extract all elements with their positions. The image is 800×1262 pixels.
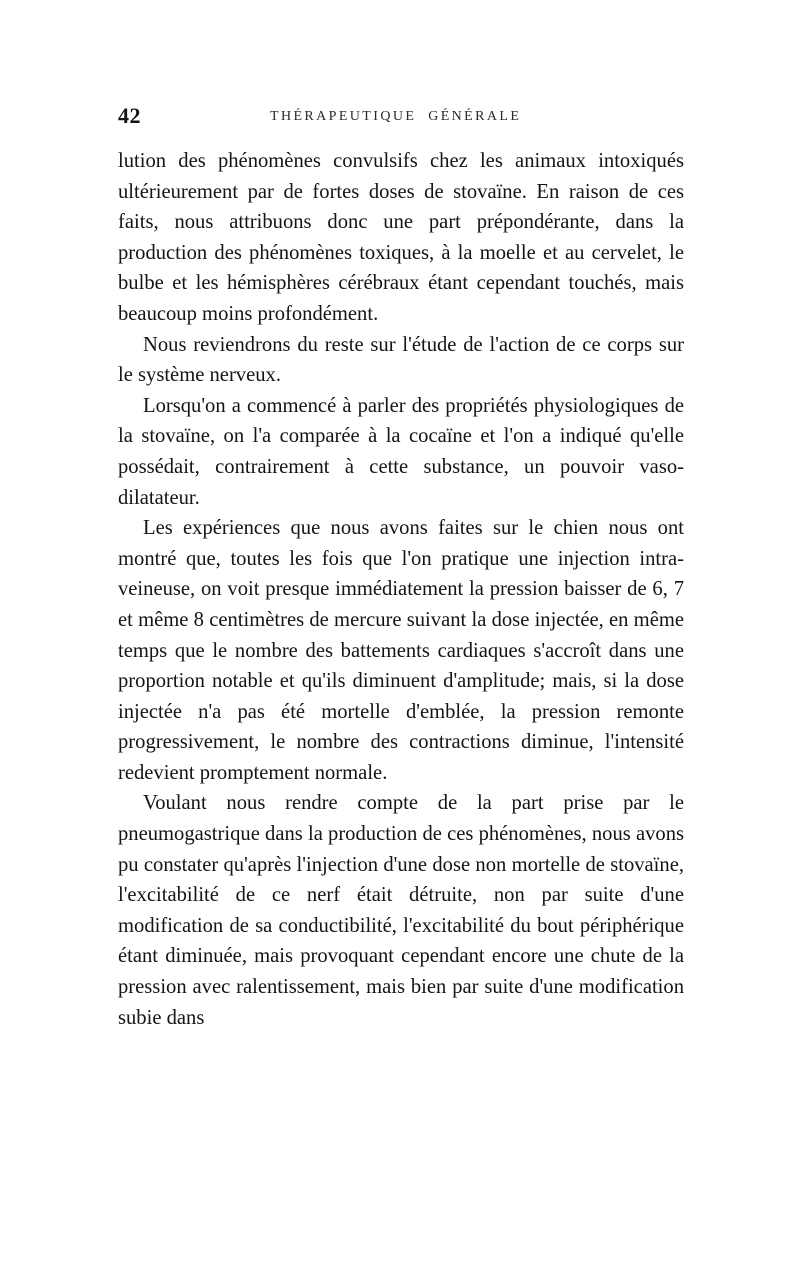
paragraph-continuation: lution des phénomènes convulsifs chez les animaux intoxiqués ultérieurement par de fortes doses de stovaïne. En raison de ces faits, nous attribuons donc une part prépondérante, dans la production des phénomènes toxiques, à la moelle et au cervelet, le bulbe et les hémisphères cérébraux étant cependant touchés, mais beaucoup moins profondément. (118, 150, 684, 325)
paragraph-experiments: Les expériences que nous avons faites sur le chien nous ont montré que, toutes les fois que l'on pratique une injection intra-veineuse, on voit presque immédiatement la pression baisser de 6, 7 et même 8 centimètres de mercure suivant la dose injectée, en même temps que le nombre des battements cardiaques s'accroît dans une proportion notable et qu'ils diminuent d'amplitude; mais, si la dose injectée n'a pas été mortelle d'emblée, la pression remonte progressivement, le nombre des contractions diminue, l'intensité redevient promptement normale. (118, 517, 684, 784)
page-header (118, 103, 684, 133)
paragraph-nervous-system: Nous reviendrons du reste sur l'étude de l'action de ce corps sur le système nerveux. (118, 333, 684, 387)
page-number: 42 (118, 103, 141, 128)
body-text (118, 146, 684, 1033)
running-title: THÉRAPEUTIQUE GÉNÉRALE (270, 109, 522, 124)
paragraph-vasodilator: Lorsqu'on a commencé à parler des propriétés physiologiques de la stovaïne, on l'a comparée à la cocaïne et l'on a indiqué qu'elle possédait, contrairement à cette substance, un pouvoir vaso-dilatateur. (118, 394, 684, 509)
paragraph-pneumogastric: Voulant nous rendre compte de la part prise par le pneumogastrique dans la production de ces phénomènes, nous avons pu constater qu'après l'injection d'une dose non mortelle de stovaïne, l'excitabilité de ce nerf était détruite, non par suite d'une modification de sa conductibilité, l'excitabilité du bout périphérique étant diminuée, mais provoquant cependant encore une chute de la pression avec ralentissement, mais bien par suite d'une modification subie dans (118, 792, 684, 1029)
